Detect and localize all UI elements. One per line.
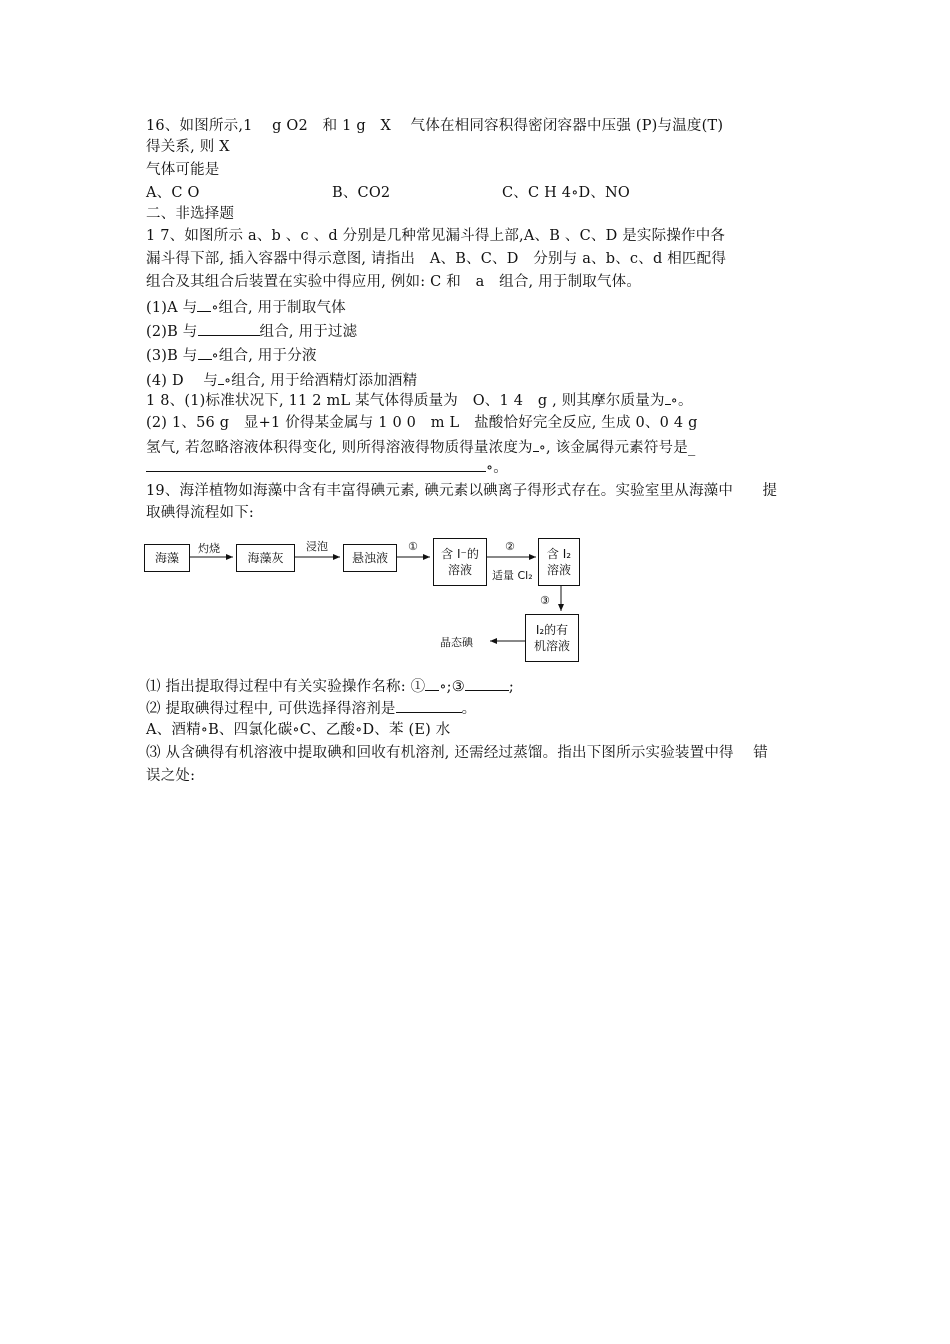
- flow-box-iodide-solution: 含 I⁻的 溶液: [433, 538, 487, 586]
- q19-sub-3-line-1: ⑶ 从含碘得有机溶液中提取碘和回收有机溶剂, 还需经过蒸馏。指出下图所示实验装置中得 错: [146, 745, 768, 761]
- flow-box-organic-iodine: I₂的有 机溶液: [525, 614, 579, 662]
- iodine-extraction-flowchart: [140, 534, 590, 666]
- q18-line-4: ∘。: [146, 457, 812, 478]
- flow-box-seaweed: 海藻: [144, 544, 190, 572]
- flow-box-iodine-solution: 含 I₂ 溶液: [538, 538, 580, 586]
- q17-line-3: 组合及其组合后装置在实验中得应用, 例如: C 和 a 组合, 用于制取气体。: [146, 274, 642, 290]
- q17-line-1: 1 7、如图所示 a、b 、c 、d 分别是几种常见漏斗得上部,A、B 、C、D 是实际操作中各: [146, 228, 726, 244]
- q19-line-2: 取碘得流程如下:: [146, 505, 254, 521]
- q17-item-3: (3)B 与 ∘组合, 用于分液: [146, 345, 812, 366]
- q16-option-b: B、CO2: [332, 185, 391, 201]
- flow-box-suspension: 悬浊液: [343, 544, 397, 572]
- q19-sub-2: ⑵ 提取碘得过程中, 可供选择得溶剂是 。: [146, 698, 812, 719]
- flow-label-step2: ②: [505, 540, 515, 553]
- flow-label-chlorine: 适量 Cl₂: [492, 569, 533, 582]
- answer-blank[interactable]: [198, 345, 212, 360]
- q18-line-1: 1 8、(1)标准状况下, 11 2 mL 某气体得质量为 O、1 4 g , 则其摩尔质量为 ∘。: [146, 390, 812, 411]
- answer-blank[interactable]: [396, 698, 462, 713]
- answer-blank[interactable]: [425, 676, 439, 691]
- flow-label-soak: 浸泡: [306, 540, 328, 553]
- q17-item-4: (4) D 与 ∘组合, 用于给酒精灯添加酒精: [146, 370, 812, 391]
- answer-blank[interactable]: [198, 321, 260, 336]
- answer-blank[interactable]: [146, 457, 486, 472]
- q17-item-2: (2)B 与 组合, 用于过滤: [146, 321, 812, 342]
- flow-label-step3: ③: [540, 594, 550, 607]
- q16-line-1: 16、如图所示,1 g O2 和 1 g X 气体在相同容积得密闭容器中压强 (P)与温度(T): [146, 118, 724, 134]
- section-heading: 二、非选择题: [146, 206, 235, 222]
- flow-box-seaweed-ash: 海藻灰: [236, 544, 295, 572]
- q16-option-c: C、C H 4∘D、NO: [502, 185, 631, 201]
- flow-label-crystal-iodine: 晶态碘: [440, 636, 473, 649]
- q17-line-2: 漏斗得下部, 插入容器中得示意图, 请指出 A、B、C、D 分别与 a、b、c、d 相匹配得: [146, 251, 727, 267]
- q16-line-2: 得关系, 则 X: [146, 139, 230, 155]
- q19-sub-3-line-2: 误之处:: [146, 768, 196, 784]
- answer-blank[interactable]: [465, 676, 509, 691]
- q18-line-3: 氢气, 若忽略溶液体积得变化, 则所得溶液得物质得量浓度为 ∘, 该金属得元素符号是_: [146, 437, 812, 458]
- q19-line-1: 19、海洋植物如海藻中含有丰富得碘元素, 碘元素以碘离子得形式存在。实验室里从海藻中 提: [146, 483, 778, 499]
- q16-line-3: 气体可能是: [146, 162, 220, 178]
- q19-sub-1: ⑴ 指出提取得过程中有关实验操作名称: ① ∘;③ ;: [146, 676, 812, 697]
- q19-sub-2-options: A、酒精∘B、四氯化碳∘C、乙酸∘D、苯 (E) 水: [146, 722, 451, 738]
- flow-label-step1: ①: [408, 540, 418, 553]
- q16-option-a: A、C O: [146, 185, 200, 201]
- q17-item-1: (1)A 与 ∘组合, 用于制取气体: [146, 297, 812, 318]
- answer-blank[interactable]: [197, 297, 211, 312]
- q18-line-2: (2) 1、56 g 显+1 价得某金属与 1 0 0 m L 盐酸恰好完全反应, 生成 0、0 4 g: [146, 415, 698, 431]
- flow-label-burn: 灼烧: [198, 542, 220, 555]
